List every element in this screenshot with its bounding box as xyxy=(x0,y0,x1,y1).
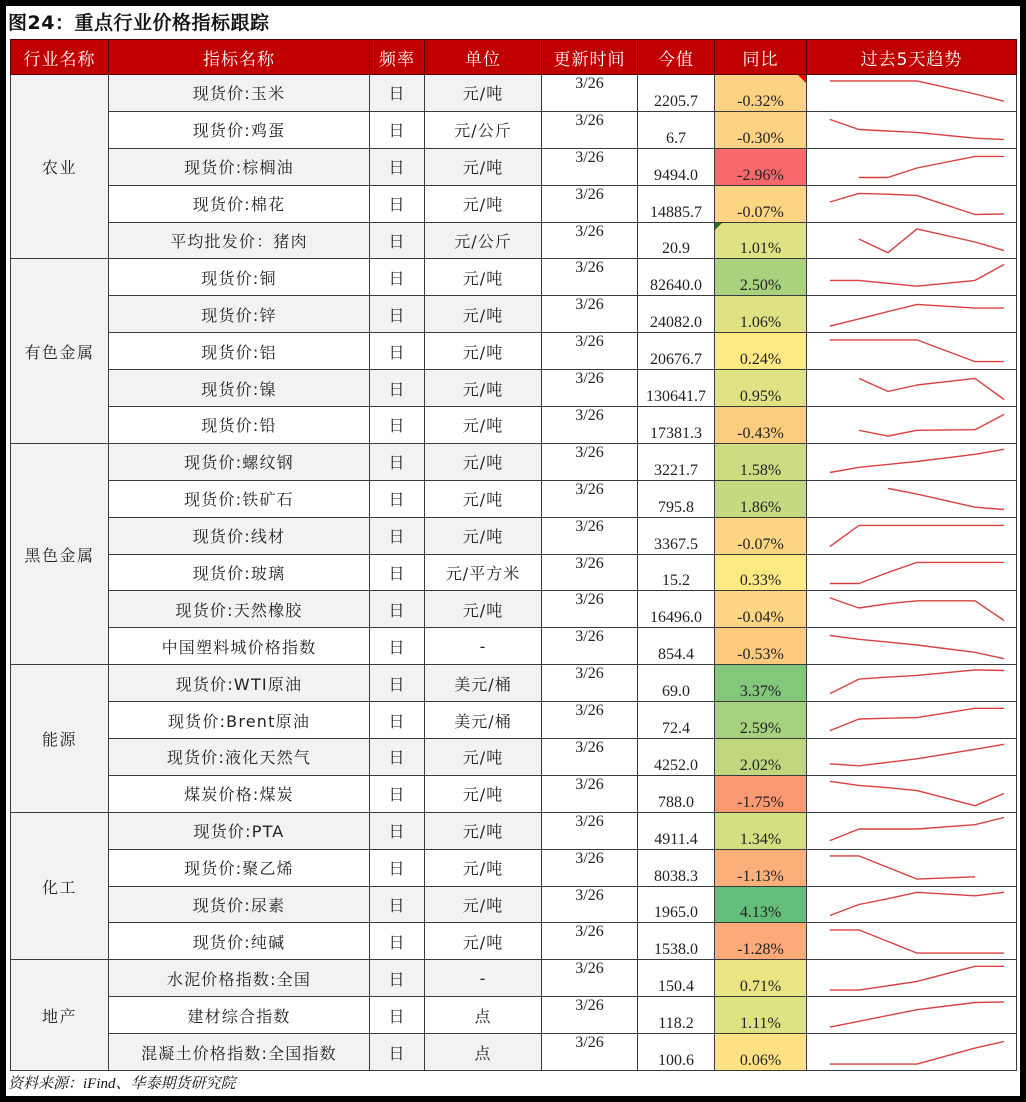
frequency: 日 xyxy=(370,75,425,112)
unit: 美元/桶 xyxy=(425,665,542,702)
indicator-name: 现货价:纯碱 xyxy=(109,923,370,960)
unit: 元/吨 xyxy=(425,517,542,554)
trend-sparkline xyxy=(807,997,1017,1034)
indicator-name: 煤炭价格:煤炭 xyxy=(109,775,370,812)
trend-sparkline xyxy=(807,775,1017,812)
current-value: 6.7 xyxy=(638,111,715,148)
unit: 元/吨 xyxy=(425,333,542,370)
sparkline-chart xyxy=(807,223,1016,258)
update-time: 3/26 xyxy=(542,222,638,259)
yoy-change xyxy=(715,222,807,259)
unit: 元/吨 xyxy=(425,775,542,812)
unit: - xyxy=(425,628,542,665)
sparkline-chart xyxy=(807,260,1016,295)
trend-sparkline xyxy=(807,812,1017,849)
yoy-change xyxy=(715,1034,807,1071)
yoy-change xyxy=(715,702,807,739)
unit: 元/吨 xyxy=(425,185,542,222)
unit: 元/吨 xyxy=(425,259,542,296)
yoy-value: 1.86% xyxy=(739,498,782,516)
table-row xyxy=(11,259,1017,296)
unit: 美元/桶 xyxy=(425,702,542,739)
unit: 元/吨 xyxy=(425,849,542,886)
table-row xyxy=(11,407,1017,444)
current-value: 72.4 xyxy=(638,702,715,739)
current-value: 16496.0 xyxy=(638,591,715,628)
table-row xyxy=(11,628,1017,665)
yoy-change xyxy=(715,333,807,370)
current-value: 82640.0 xyxy=(638,259,715,296)
indicator-name: 现货价:棉花 xyxy=(109,185,370,222)
unit: 元/吨 xyxy=(425,148,542,185)
yoy-change xyxy=(715,259,807,296)
frequency: 日 xyxy=(370,628,425,665)
yoy-value: -0.04% xyxy=(737,609,784,627)
yoy-change xyxy=(715,75,807,112)
unit: 元/吨 xyxy=(425,812,542,849)
table-row xyxy=(11,702,1017,739)
frequency: 日 xyxy=(370,480,425,517)
frequency: 日 xyxy=(370,739,425,776)
trend-sparkline xyxy=(807,75,1017,112)
trend-sparkline xyxy=(807,739,1017,776)
figure-panel xyxy=(6,6,1020,1096)
indicator-name: 建材综合指数 xyxy=(109,997,370,1034)
frequency: 日 xyxy=(370,775,425,812)
unit: 元/吨 xyxy=(425,591,542,628)
current-value: 788.0 xyxy=(638,775,715,812)
yoy-change xyxy=(715,554,807,591)
table-row xyxy=(11,148,1017,185)
table-row xyxy=(11,886,1017,923)
frequency: 日 xyxy=(370,960,425,997)
table-row xyxy=(11,517,1017,554)
indicator-name: 现货价:铜 xyxy=(109,259,370,296)
update-time: 3/26 xyxy=(542,111,638,148)
indicator-name: 现货价:聚乙烯 xyxy=(109,849,370,886)
table-body xyxy=(11,75,1017,1071)
unit: 元/吨 xyxy=(425,296,542,333)
figure-title: 图24：重点行业价格指标跟踪 xyxy=(8,12,270,34)
unit: 元/平方米 xyxy=(425,554,542,591)
update-time: 3/26 xyxy=(542,628,638,665)
yoy-value: -0.53% xyxy=(737,646,784,664)
yoy-value: 0.06% xyxy=(739,1052,782,1070)
frequency: 日 xyxy=(370,148,425,185)
table-row xyxy=(11,1034,1017,1071)
frequency: 日 xyxy=(370,1034,425,1071)
trend-sparkline xyxy=(807,407,1017,444)
frequency: 日 xyxy=(370,407,425,444)
indicator-name: 现货价:尿素 xyxy=(109,886,370,923)
col-header-update-time: 更新时间 xyxy=(542,40,638,75)
unit: 元/吨 xyxy=(425,480,542,517)
table-row xyxy=(11,333,1017,370)
frequency: 日 xyxy=(370,333,425,370)
current-value: 8038.3 xyxy=(638,849,715,886)
frequency: 日 xyxy=(370,370,425,407)
sparkline-chart xyxy=(807,149,1016,184)
indicator-name: 现货价:Brent原油 xyxy=(109,702,370,739)
trend-sparkline xyxy=(807,259,1017,296)
unit: 元/吨 xyxy=(425,923,542,960)
yoy-value: -1.75% xyxy=(737,793,784,811)
update-time: 3/26 xyxy=(542,554,638,591)
indicator-name: 现货价:线材 xyxy=(109,517,370,554)
yoy-change xyxy=(715,886,807,923)
current-value: 1965.0 xyxy=(638,886,715,923)
yoy-change xyxy=(715,443,807,480)
sparkline-chart xyxy=(807,555,1016,590)
indicator-name: 现货价:锌 xyxy=(109,296,370,333)
update-time: 3/26 xyxy=(542,849,638,886)
table-row xyxy=(11,370,1017,407)
yoy-value: -0.07% xyxy=(737,203,784,221)
current-value: 130641.7 xyxy=(638,370,715,407)
current-value: 69.0 xyxy=(638,665,715,702)
unit: 元/吨 xyxy=(425,886,542,923)
yoy-change xyxy=(715,849,807,886)
sparkline-chart xyxy=(807,887,1016,922)
current-value: 795.8 xyxy=(638,480,715,517)
frequency: 日 xyxy=(370,296,425,333)
table-row xyxy=(11,185,1017,222)
current-value: 4252.0 xyxy=(638,739,715,776)
yoy-value: -0.07% xyxy=(737,535,784,553)
update-time: 3/26 xyxy=(542,739,638,776)
trend-sparkline xyxy=(807,960,1017,997)
current-value: 20.9 xyxy=(638,222,715,259)
current-value: 17381.3 xyxy=(638,407,715,444)
trend-sparkline xyxy=(807,628,1017,665)
unit: 元/吨 xyxy=(425,407,542,444)
yoy-value: -2.96% xyxy=(737,166,784,184)
col-header-frequency: 频率 xyxy=(370,40,425,75)
current-value: 150.4 xyxy=(638,960,715,997)
update-time: 3/26 xyxy=(542,591,638,628)
unit: - xyxy=(425,960,542,997)
table-row xyxy=(11,222,1017,259)
update-time: 3/26 xyxy=(542,370,638,407)
table-row xyxy=(11,997,1017,1034)
update-time: 3/26 xyxy=(542,148,638,185)
yoy-value: 2.59% xyxy=(739,720,782,738)
yoy-change xyxy=(715,296,807,333)
trend-sparkline xyxy=(807,443,1017,480)
yoy-change xyxy=(715,739,807,776)
sparkline-chart xyxy=(807,592,1016,627)
unit: 元/公斤 xyxy=(425,222,542,259)
price-indicator-table xyxy=(10,39,1017,1071)
comment-marker-icon xyxy=(798,75,806,83)
trend-sparkline xyxy=(807,665,1017,702)
sparkline-chart xyxy=(807,629,1016,664)
update-time: 3/26 xyxy=(542,185,638,222)
current-value: 3367.5 xyxy=(638,517,715,554)
trend-sparkline xyxy=(807,591,1017,628)
indicator-name: 水泥价格指数:全国 xyxy=(109,960,370,997)
sparkline-chart xyxy=(807,813,1016,848)
sparkline-chart xyxy=(807,186,1016,221)
frequency: 日 xyxy=(370,849,425,886)
update-time: 3/26 xyxy=(542,480,638,517)
yoy-change xyxy=(715,517,807,554)
sparkline-chart xyxy=(807,776,1016,811)
table-row xyxy=(11,591,1017,628)
indicator-name: 中国塑料城价格指数 xyxy=(109,628,370,665)
frequency: 日 xyxy=(370,517,425,554)
yoy-value: 0.71% xyxy=(739,978,782,996)
sparkline-chart xyxy=(807,407,1016,442)
error-indicator-icon xyxy=(715,223,722,230)
table-row xyxy=(11,775,1017,812)
yoy-value: 1.58% xyxy=(739,461,782,479)
indicator-name: 现货价:WTI原油 xyxy=(109,665,370,702)
sparkline-chart xyxy=(807,850,1016,885)
frequency: 日 xyxy=(370,259,425,296)
yoy-change xyxy=(715,111,807,148)
sparkline-chart xyxy=(807,371,1016,406)
yoy-value: 0.33% xyxy=(739,572,782,590)
update-time: 3/26 xyxy=(542,997,638,1034)
table-row xyxy=(11,960,1017,997)
industry-cell: 黑色金属 xyxy=(11,443,109,664)
industry-cell: 化工 xyxy=(11,812,109,960)
yoy-value: 2.02% xyxy=(739,756,782,774)
col-header-indicator: 指标名称 xyxy=(109,40,370,75)
yoy-change xyxy=(715,960,807,997)
sparkline-chart xyxy=(807,297,1016,332)
frequency: 日 xyxy=(370,886,425,923)
trend-sparkline xyxy=(807,480,1017,517)
indicator-name: 现货价:天然橡胶 xyxy=(109,591,370,628)
yoy-change xyxy=(715,812,807,849)
table-header-row xyxy=(11,40,1017,75)
frequency: 日 xyxy=(370,185,425,222)
yoy-value: -0.43% xyxy=(737,424,784,442)
current-value: 14885.7 xyxy=(638,185,715,222)
current-value: 854.4 xyxy=(638,628,715,665)
current-value: 9494.0 xyxy=(638,148,715,185)
current-value: 20676.7 xyxy=(638,333,715,370)
unit: 点 xyxy=(425,1034,542,1071)
yoy-change xyxy=(715,185,807,222)
unit: 元/吨 xyxy=(425,739,542,776)
table-row xyxy=(11,849,1017,886)
update-time: 3/26 xyxy=(542,296,638,333)
frequency: 日 xyxy=(370,591,425,628)
col-header-unit: 单位 xyxy=(425,40,542,75)
update-time: 3/26 xyxy=(542,1034,638,1071)
unit: 元/吨 xyxy=(425,443,542,480)
current-value: 100.6 xyxy=(638,1034,715,1071)
frequency: 日 xyxy=(370,111,425,148)
update-time: 3/26 xyxy=(542,775,638,812)
industry-cell: 地产 xyxy=(11,960,109,1071)
yoy-value: 3.37% xyxy=(739,683,782,701)
trend-sparkline xyxy=(807,554,1017,591)
frequency: 日 xyxy=(370,222,425,259)
sparkline-chart xyxy=(807,666,1016,701)
yoy-value: 2.50% xyxy=(739,277,782,295)
trend-sparkline xyxy=(807,849,1017,886)
sparkline-chart xyxy=(807,703,1016,738)
trend-sparkline xyxy=(807,370,1017,407)
trend-sparkline xyxy=(807,333,1017,370)
sparkline-chart xyxy=(807,444,1016,479)
sparkline-chart xyxy=(807,1035,1016,1070)
update-time: 3/26 xyxy=(542,407,638,444)
sparkline-chart xyxy=(807,961,1016,996)
table-row xyxy=(11,739,1017,776)
trend-sparkline xyxy=(807,1034,1017,1071)
yoy-value: 1.34% xyxy=(739,830,782,848)
table-row xyxy=(11,665,1017,702)
trend-sparkline xyxy=(807,296,1017,333)
col-header-yoy: 同比 xyxy=(715,40,807,75)
indicator-name: 现货价:镍 xyxy=(109,370,370,407)
yoy-value: -1.28% xyxy=(737,941,784,959)
update-time: 3/26 xyxy=(542,702,638,739)
industry-cell: 有色金属 xyxy=(11,259,109,443)
yoy-change xyxy=(715,775,807,812)
trend-sparkline xyxy=(807,222,1017,259)
indicator-name: 现货价:鸡蛋 xyxy=(109,111,370,148)
frequency: 日 xyxy=(370,554,425,591)
yoy-change xyxy=(715,480,807,517)
current-value: 1538.0 xyxy=(638,923,715,960)
update-time: 3/26 xyxy=(542,259,638,296)
industry-cell: 农业 xyxy=(11,75,109,259)
current-value: 24082.0 xyxy=(638,296,715,333)
unit: 元/公斤 xyxy=(425,111,542,148)
frequency: 日 xyxy=(370,665,425,702)
source-note: 资料来源：iFind、华泰期货研究院 xyxy=(8,1076,236,1092)
current-value: 118.2 xyxy=(638,997,715,1034)
yoy-change xyxy=(715,370,807,407)
current-value: 3221.7 xyxy=(638,443,715,480)
update-time: 3/26 xyxy=(542,443,638,480)
unit: 元/吨 xyxy=(425,75,542,112)
indicator-name: 现货价:铅 xyxy=(109,407,370,444)
table-row xyxy=(11,480,1017,517)
indicator-name: 现货价:棕榈油 xyxy=(109,148,370,185)
indicator-name: 现货价:玻璃 xyxy=(109,554,370,591)
update-time: 3/26 xyxy=(542,812,638,849)
sparkline-chart xyxy=(807,739,1016,774)
trend-sparkline xyxy=(807,923,1017,960)
trend-sparkline xyxy=(807,517,1017,554)
yoy-change xyxy=(715,591,807,628)
industry-cell: 能源 xyxy=(11,665,109,813)
yoy-value: 0.95% xyxy=(739,388,782,406)
yoy-value: 1.06% xyxy=(739,314,782,332)
indicator-name: 现货价:玉米 xyxy=(109,75,370,112)
unit: 元/吨 xyxy=(425,370,542,407)
yoy-value: 1.11% xyxy=(740,1015,781,1033)
yoy-value: -1.13% xyxy=(737,867,784,885)
current-value: 2205.7 xyxy=(638,75,715,112)
col-header-industry: 行业名称 xyxy=(11,40,109,75)
indicator-name: 现货价:液化天然气 xyxy=(109,739,370,776)
table-row xyxy=(11,554,1017,591)
yoy-change xyxy=(715,665,807,702)
yoy-value: 4.13% xyxy=(739,904,782,922)
table-row xyxy=(11,443,1017,480)
yoy-change xyxy=(715,923,807,960)
col-header-trend: 过去5天趋势 xyxy=(807,40,1017,75)
yoy-value: -0.30% xyxy=(737,129,784,147)
table-row xyxy=(11,111,1017,148)
unit: 点 xyxy=(425,997,542,1034)
sparkline-chart xyxy=(807,481,1016,516)
table-row xyxy=(11,75,1017,112)
trend-sparkline xyxy=(807,702,1017,739)
indicator-name: 平均批发价：猪肉 xyxy=(109,222,370,259)
trend-sparkline xyxy=(807,886,1017,923)
yoy-value: 1.01% xyxy=(739,240,782,258)
frequency: 日 xyxy=(370,923,425,960)
trend-sparkline xyxy=(807,148,1017,185)
sparkline-chart xyxy=(807,334,1016,369)
sparkline-chart xyxy=(807,998,1016,1033)
frequency: 日 xyxy=(370,997,425,1034)
col-header-current-value: 今值 xyxy=(638,40,715,75)
yoy-value: 0.24% xyxy=(739,351,782,369)
indicator-name: 现货价:PTA xyxy=(109,812,370,849)
yoy-change xyxy=(715,407,807,444)
indicator-name: 混凝土价格指数:全国指数 xyxy=(109,1034,370,1071)
yoy-change xyxy=(715,148,807,185)
current-value: 15.2 xyxy=(638,554,715,591)
table-row xyxy=(11,923,1017,960)
indicator-name: 现货价:螺纹钢 xyxy=(109,443,370,480)
current-value: 4911.4 xyxy=(638,812,715,849)
update-time: 3/26 xyxy=(542,886,638,923)
indicator-name: 现货价:铁矿石 xyxy=(109,480,370,517)
update-time: 3/26 xyxy=(542,75,638,112)
trend-sparkline xyxy=(807,185,1017,222)
update-time: 3/26 xyxy=(542,923,638,960)
frequency: 日 xyxy=(370,812,425,849)
yoy-change xyxy=(715,997,807,1034)
table-row xyxy=(11,296,1017,333)
yoy-value: -0.32% xyxy=(737,92,784,110)
sparkline-chart xyxy=(807,112,1016,147)
update-time: 3/26 xyxy=(542,665,638,702)
update-time: 3/26 xyxy=(542,333,638,370)
sparkline-chart xyxy=(807,75,1016,110)
frequency: 日 xyxy=(370,443,425,480)
trend-sparkline xyxy=(807,111,1017,148)
update-time: 3/26 xyxy=(542,517,638,554)
update-time: 3/26 xyxy=(542,960,638,997)
indicator-name: 现货价:铝 xyxy=(109,333,370,370)
yoy-change xyxy=(715,628,807,665)
sparkline-chart xyxy=(807,518,1016,553)
table-row xyxy=(11,812,1017,849)
sparkline-chart xyxy=(807,924,1016,959)
frequency: 日 xyxy=(370,702,425,739)
